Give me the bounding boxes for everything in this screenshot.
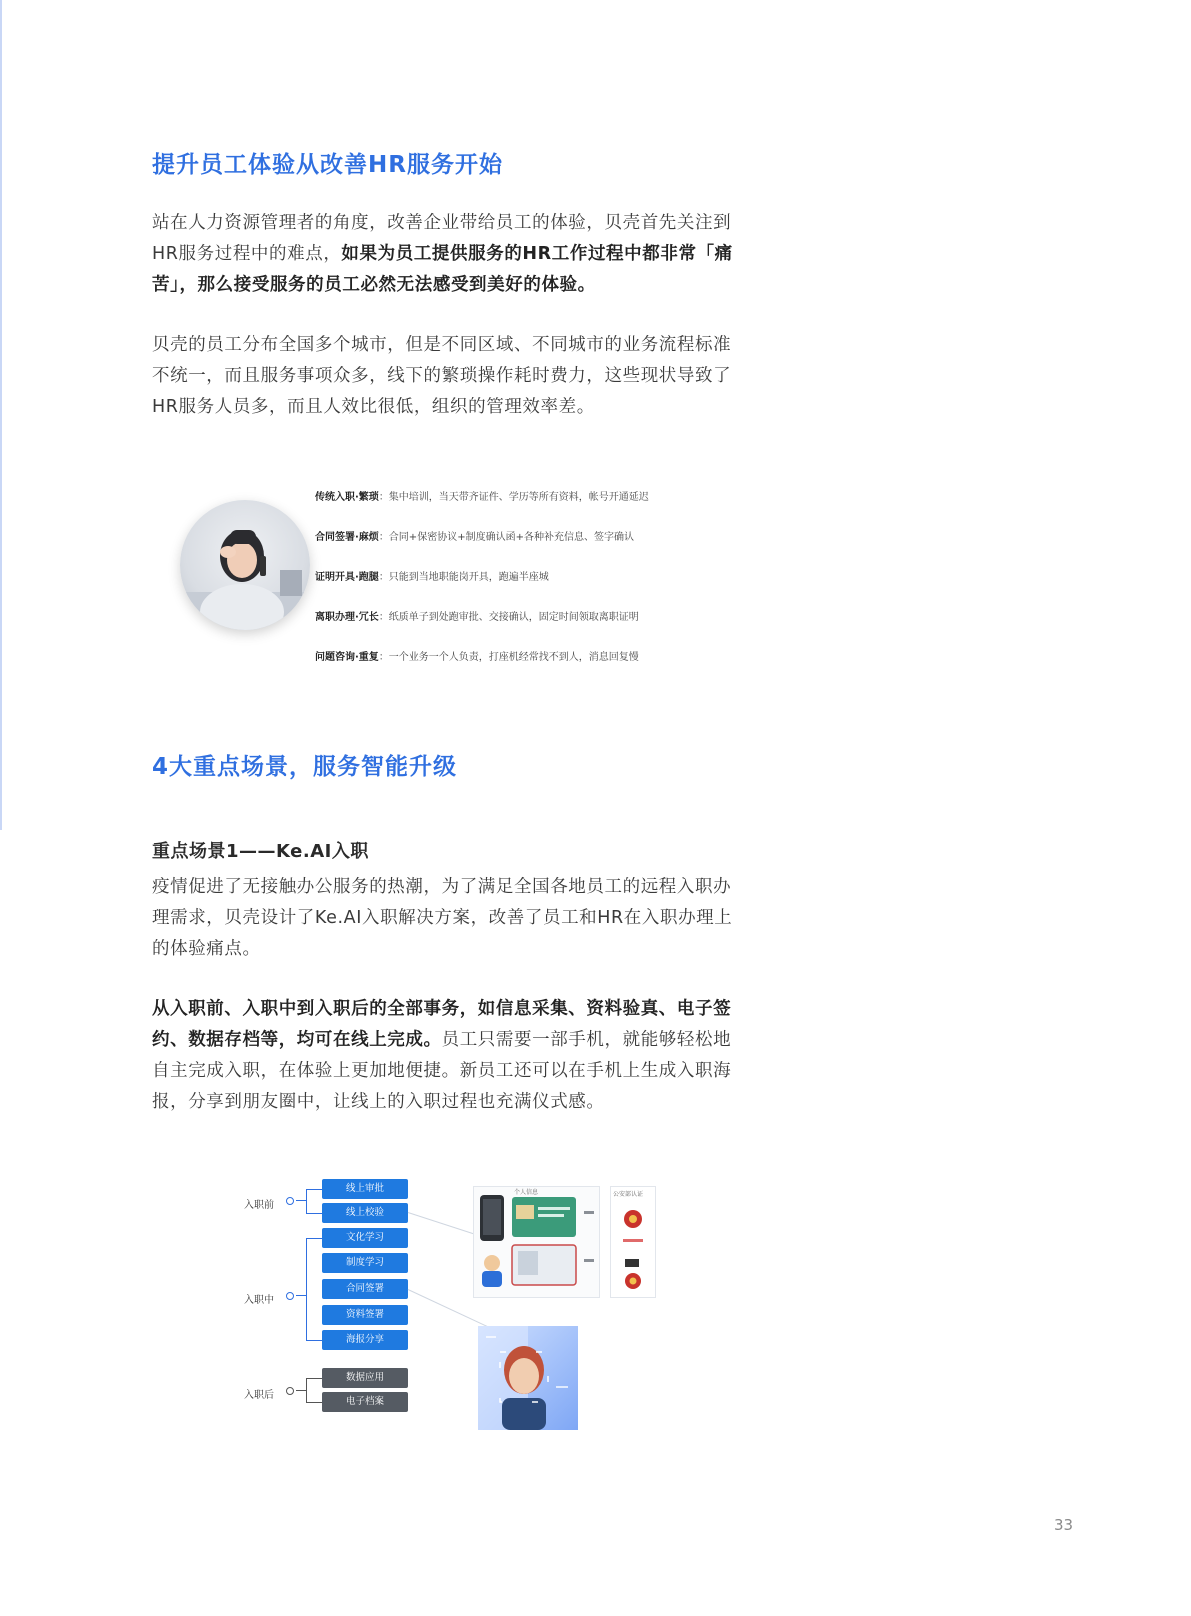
pain-point-desc: ：一个业务一个人负责，打座机经常找不到人，消息回复慢 bbox=[378, 652, 639, 663]
pain-point-desc: ：只能到当地职能岗开具，跑遍半座城 bbox=[378, 572, 549, 583]
para-line: 的体验痛点。 bbox=[152, 939, 261, 959]
section1-heading: 提升员工体验从改善HR服务开始 bbox=[152, 152, 503, 178]
para-line: 贝壳的员工分布全国多个城市，但是不同区域、不同城市的业务流程标准 bbox=[152, 335, 732, 355]
pain-point-item bbox=[315, 518, 649, 558]
para-line: 站在人力资源管理者的角度，改善企业带给员工的体验，贝壳首先关注到 bbox=[152, 213, 732, 233]
tree-line bbox=[306, 1378, 322, 1379]
tree-line bbox=[306, 1238, 322, 1239]
section2-paragraph-1 bbox=[152, 872, 764, 965]
para-line: HR服务人员多，而且人效比很低，组织的管理效率差。 bbox=[152, 397, 595, 417]
tree-line bbox=[296, 1200, 306, 1201]
step-poster-sharing: 海报分享 bbox=[322, 1330, 408, 1350]
stage-label-during: 入职中 bbox=[244, 1295, 274, 1306]
para-line: 自主完成入职，在体验上更加地便捷。新员工还可以在手机上生成入职海 bbox=[152, 1061, 732, 1081]
stressed-employee-photo bbox=[180, 500, 310, 630]
para-line: 不统一，而且服务事项众多，线下的繁琐操作耗时费力，这些现状导致了 bbox=[152, 366, 732, 386]
stage-label-after: 入职后 bbox=[244, 1390, 274, 1401]
para-bold: 苦」，那么接受服务的员工必然无法感受到美好的体验。 bbox=[152, 275, 596, 295]
step-online-approval: 线上审批 bbox=[322, 1179, 408, 1199]
step-data-application: 数据应用 bbox=[322, 1368, 408, 1388]
step-document-signing: 资料签署 bbox=[322, 1305, 408, 1325]
face-recognition-illustration bbox=[478, 1326, 578, 1430]
tree-line bbox=[296, 1390, 306, 1391]
step-culture-learning: 文化学习 bbox=[322, 1228, 408, 1248]
pain-point-item bbox=[315, 558, 649, 598]
section1-paragraph-2 bbox=[152, 330, 764, 423]
pain-point-list bbox=[315, 478, 649, 678]
police-certification-illustration bbox=[610, 1186, 656, 1298]
para-line: 报，分享到朋友圈中，让线上的入职过程也充满仪式感。 bbox=[152, 1092, 605, 1112]
stage-node bbox=[286, 1292, 294, 1300]
para-bold: 如果为员工提供服务的HR工作过程中都非常「痛 bbox=[341, 244, 733, 264]
page-number: 33 bbox=[1054, 1516, 1074, 1534]
tree-line bbox=[306, 1238, 307, 1340]
section2-paragraph-2 bbox=[152, 994, 764, 1118]
para-bold: 从入职前、入职中到入职后的全部事务，如信息采集、资料验真、电子签 bbox=[152, 999, 732, 1019]
para-line: 理需求，贝壳设计了Ke.AI入职解决方案，改善了员工和HR在入职办理上 bbox=[152, 908, 733, 928]
tree-line bbox=[306, 1213, 322, 1214]
pain-point-desc: ：纸质单子到处跑审批、交接确认，固定时间领取离职证明 bbox=[378, 612, 639, 623]
pain-point-item bbox=[315, 478, 649, 518]
tree-line bbox=[296, 1295, 306, 1296]
tree-line bbox=[306, 1402, 322, 1403]
pain-point-desc: ：集中培训，当天带齐证件、学历等所有资料，帐号开通延迟 bbox=[378, 492, 649, 503]
stage-label-before: 入职前 bbox=[244, 1200, 274, 1211]
tree-line bbox=[306, 1189, 307, 1213]
pain-point-desc: ：合同+保密协议+制度确认函+各种补充信息、签字确认 bbox=[378, 532, 634, 543]
para-bold: 约、数据存档等，均可在线上完成。 bbox=[152, 1030, 442, 1050]
stage-node bbox=[286, 1387, 294, 1395]
pain-point-key: 离职办理·冗长 bbox=[315, 612, 379, 623]
tree-line bbox=[306, 1378, 307, 1402]
step-electronic-archive: 电子档案 bbox=[322, 1392, 408, 1412]
card-title: 个人信息 bbox=[514, 1189, 539, 1196]
pain-points-figure bbox=[180, 478, 710, 663]
section2-heading: 4大重点场景，服务智能升级 bbox=[152, 754, 458, 780]
pain-point-item bbox=[315, 638, 649, 678]
seal-title: 公安部认证 bbox=[613, 1191, 644, 1198]
para-line: 疫情促进了无接触办公服务的热潮，为了满足全国各地员工的远程入职办 bbox=[152, 877, 732, 897]
id-verification-illustration bbox=[473, 1186, 600, 1298]
pain-point-key: 证明开具·跑腿 bbox=[315, 572, 379, 583]
tree-line bbox=[306, 1189, 322, 1190]
pain-point-key: 问题咨询·重复 bbox=[315, 652, 379, 663]
pain-point-item bbox=[315, 598, 649, 638]
step-policy-learning: 制度学习 bbox=[322, 1253, 408, 1273]
tree-line bbox=[306, 1340, 322, 1341]
connector-line bbox=[408, 1212, 475, 1235]
step-online-verification: 线上校验 bbox=[322, 1203, 408, 1223]
stage-node bbox=[286, 1197, 294, 1205]
pain-point-key: 传统入职·繁琐 bbox=[315, 492, 379, 503]
page-edge-rule bbox=[0, 0, 2, 830]
scenario-1-heading: 重点场景1——Ke.AI入职 bbox=[152, 841, 369, 862]
pain-point-key: 合同签署·麻烦 bbox=[315, 532, 379, 543]
para-line: HR服务过程中的难点， bbox=[152, 244, 342, 264]
onboarding-flow-figure bbox=[240, 1183, 670, 1446]
section1-paragraph-1 bbox=[152, 208, 764, 301]
para-line: 员工只需要一部手机，就能够轻松地 bbox=[441, 1030, 732, 1050]
step-contract-signing: 合同签署 bbox=[322, 1279, 408, 1299]
